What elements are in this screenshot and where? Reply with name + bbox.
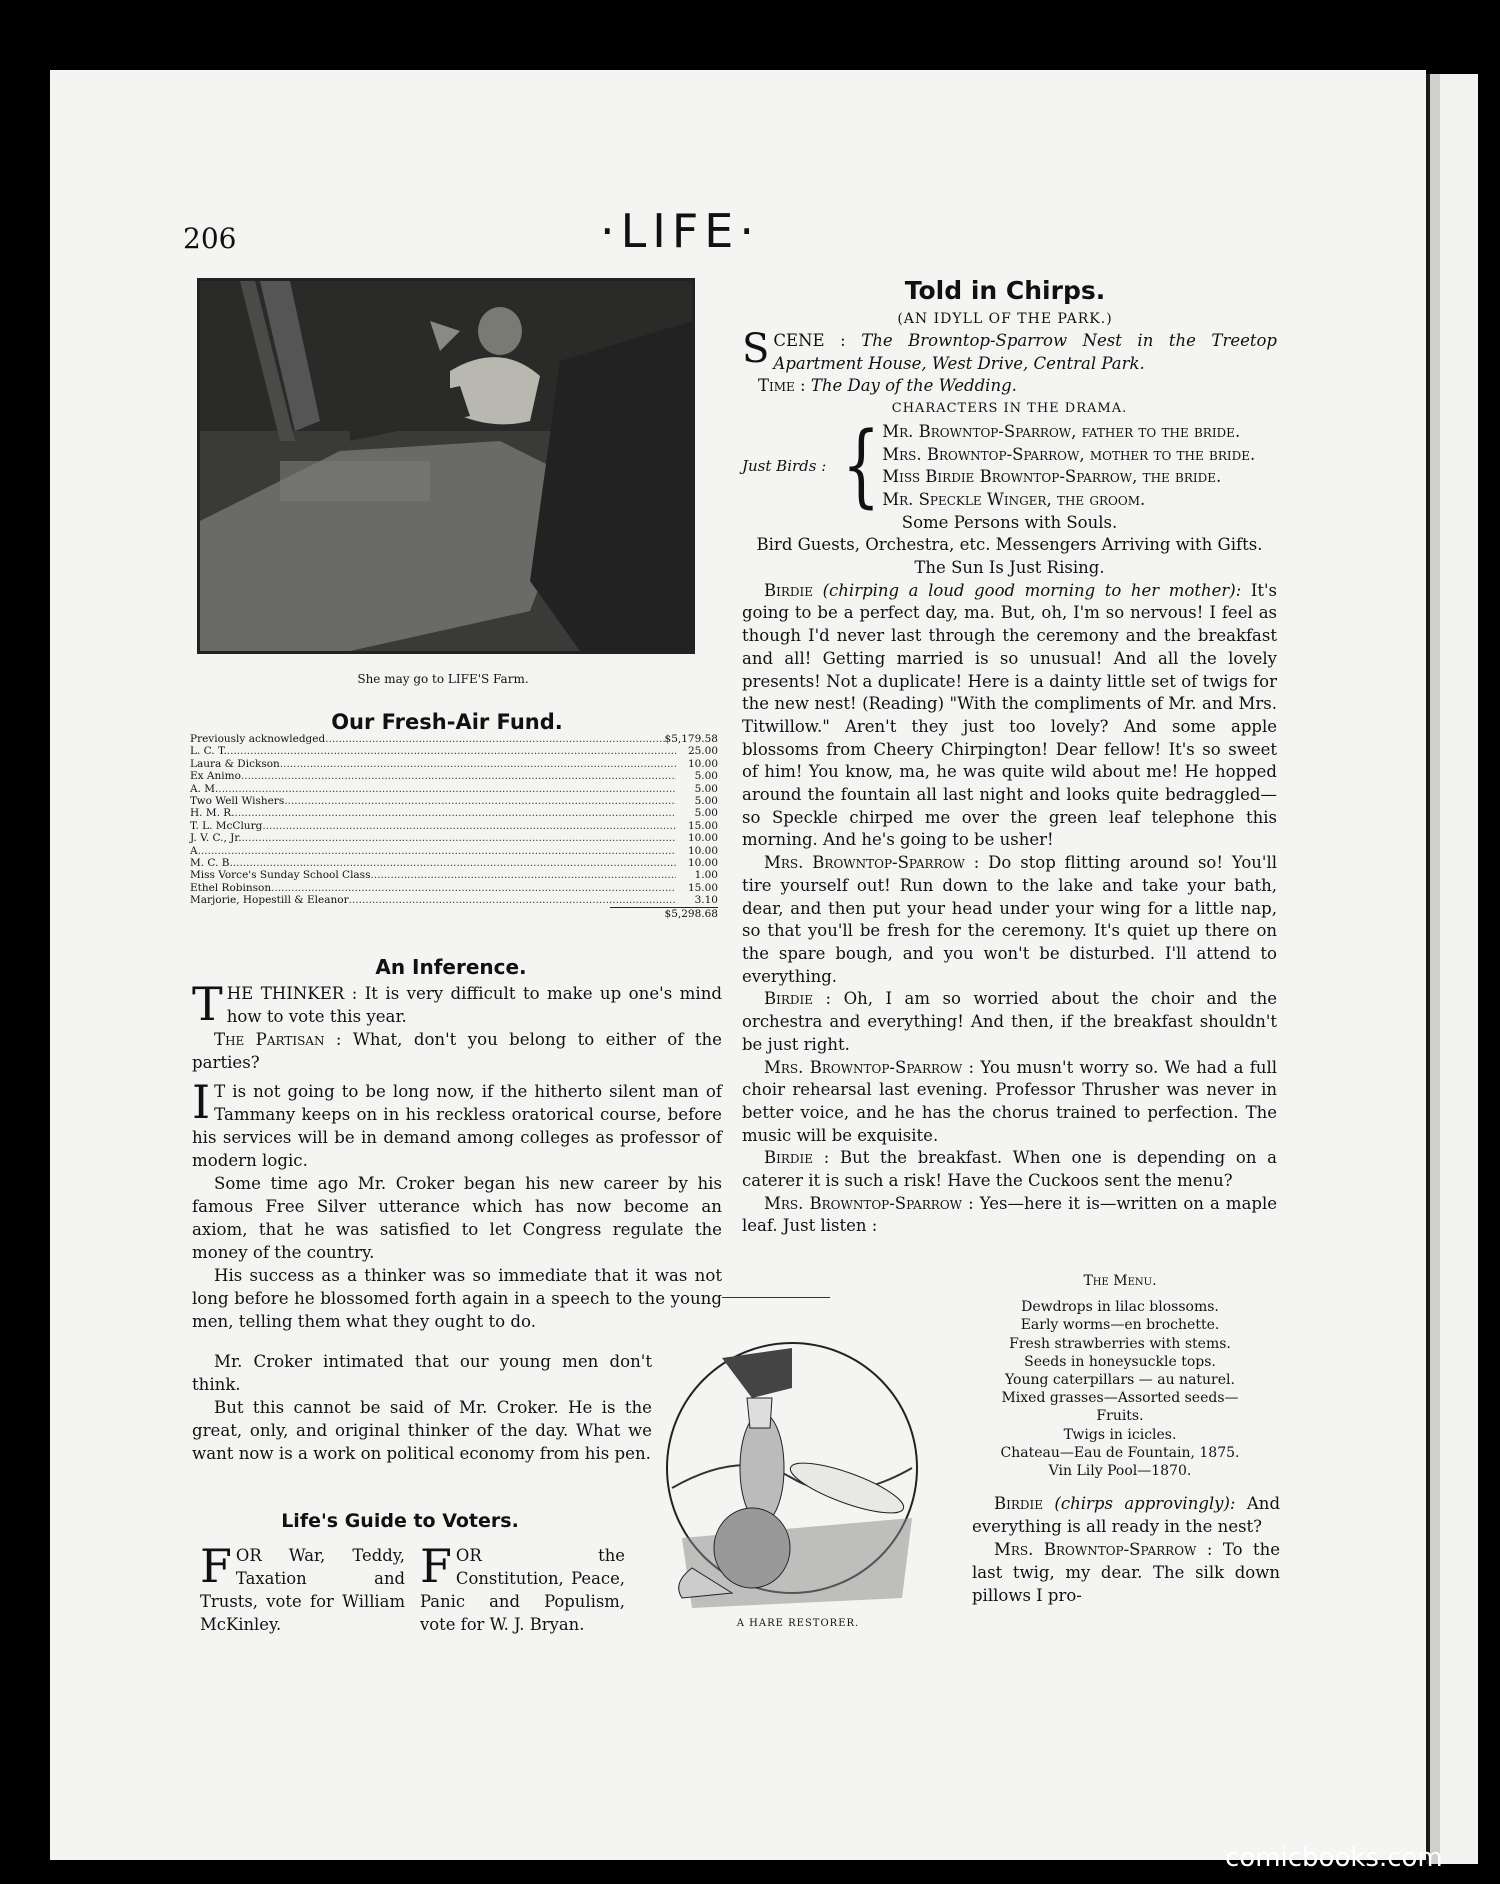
drop-cap: F	[200, 1539, 232, 1593]
paragraph: OR War, Teddy, Taxation and Trusts, vote for William McKinley.	[200, 1546, 405, 1634]
speaker: Birdie :	[764, 989, 832, 1009]
dialogue-line	[742, 852, 1277, 988]
speaker: Mrs. Browntop-Sparrow :	[764, 1057, 975, 1077]
menu	[960, 1272, 1280, 1480]
menu-item: Dewdrops in lilac blossoms.	[1021, 1299, 1219, 1316]
leader-dots	[370, 869, 676, 881]
watermark: comicbooks.com	[1225, 1843, 1443, 1873]
fund-amount: 10.00	[687, 832, 718, 845]
fund-row	[190, 795, 718, 807]
paragraph: Mr. Croker intimated that our young men don't think.	[192, 1352, 652, 1394]
menu-item: Mixed grasses—Assorted seeds—	[1001, 1390, 1239, 1407]
leader-dots	[227, 745, 676, 757]
fund-row	[190, 758, 718, 770]
dialogue-text: And everything is all ready in the nest?	[972, 1494, 1281, 1536]
drop-cap: I	[192, 1075, 211, 1129]
fund-amount: 15.00	[687, 881, 718, 894]
menu-item: Chateau—Eau de Fountain, 1875.	[1000, 1444, 1240, 1461]
cast-member: Mrs. Browntop-Sparrow, mother to the bride.	[882, 444, 1256, 464]
fund-row	[190, 845, 718, 857]
time-label: Time :	[758, 376, 806, 396]
fund-name: A. M.	[190, 782, 219, 795]
fund-name: H. M. R.	[190, 807, 235, 820]
speaker: Mrs. Browntop-Sparrow :	[764, 853, 980, 873]
characters-heading: CHARACTERS IN THE DRAMA.	[891, 401, 1128, 417]
dialogue-line	[742, 1147, 1277, 1192]
dialogue-text: Do stop flitting around so! You'll tire yourself out! Run down to the lake and take your bath, dear, and then put your head under your wing for a little nap, so that you'll be fresh for the ceremony. It's quiet up there on the spare bough, and you won't be disturbed. I'll attend to everything.	[742, 853, 1277, 986]
chirps-title: Told in Chirps.	[904, 276, 1106, 305]
voter-mckinley	[200, 1539, 405, 1636]
page-number: 206	[183, 222, 237, 255]
dialogue-line	[742, 580, 1277, 852]
leader-dots	[241, 770, 676, 782]
menu-title: The Menu.	[1083, 1273, 1157, 1289]
fund-row	[190, 882, 718, 894]
time-text: The Day of the Wedding.	[805, 376, 1017, 396]
speaker: Mrs. Browntop-Sparrow :	[764, 1193, 974, 1213]
fund-amount: 5.00	[694, 770, 718, 783]
fund-amount: 5.00	[694, 807, 718, 820]
voter-bryan	[420, 1539, 625, 1636]
speaker: Birdie :	[764, 1148, 830, 1168]
speaker: HE THINKER :	[226, 984, 358, 1003]
speaker: The Partisan :	[214, 1030, 342, 1049]
fund-amount: 5.00	[694, 795, 718, 808]
leader-dots	[280, 758, 676, 770]
drop-cap: T	[192, 977, 223, 1031]
stage-direction: (chirps approvingly):	[1043, 1494, 1236, 1513]
fund-amount: 1.00	[694, 869, 718, 882]
dialogue-text: To the last twig, my dear. The silk down pillows I pro-	[972, 1540, 1280, 1605]
persons-line: Some Persons with Souls.	[901, 512, 1118, 532]
fund-row	[190, 832, 718, 844]
scene-text: The Browntop-Sparrow Nest in the Treetop Apartment House, West Drive, Central Park.	[773, 331, 1277, 373]
fund-name: Marjorie, Hopestill & Eleanor	[190, 894, 349, 907]
fund-title: Our Fresh-Air Fund.	[331, 710, 563, 734]
menu-item: Seeds in honeysuckle tops.	[1024, 1353, 1216, 1370]
scene-label: CENE :	[773, 331, 846, 350]
cast-list	[742, 413, 1277, 519]
fund-amount: 10.00	[687, 757, 718, 770]
leader-dots	[198, 845, 676, 857]
chirps-subtitle: (AN IDYLL OF THE PARK.)	[897, 311, 1113, 327]
menu-item: Early worms—en brochette.	[1020, 1317, 1220, 1334]
leader-dots	[271, 882, 676, 894]
paragraph: What, don't you belong to either of the parties?	[192, 1030, 722, 1072]
fund-row	[190, 807, 718, 819]
fund-amount: 3.10	[694, 894, 718, 907]
photograph	[197, 278, 695, 654]
cast-member: Mr. Speckle Winger, the groom.	[882, 489, 1146, 509]
leader-dots	[325, 733, 664, 745]
hare-illustration	[652, 1318, 944, 1618]
leader-dots	[233, 857, 676, 869]
speaker: Birdie	[764, 580, 814, 600]
inference-article-cont	[192, 1350, 652, 1465]
menu-item: Vin Lily Pool—1870.	[1048, 1463, 1192, 1480]
fund-name: Ethel Robinson	[190, 881, 272, 894]
fund-row	[190, 733, 718, 745]
fund-amount: 10.00	[687, 857, 718, 870]
fund-name: M. C. B.	[190, 857, 233, 870]
paragraph: OR the Constitution, Peace, Panic and Populism, vote for W. J. Bryan.	[420, 1546, 625, 1634]
fund-row	[190, 820, 718, 832]
menu-item: Fresh strawberries with stems.	[1009, 1335, 1231, 1352]
cast-member: Miss Birdie Browntop-Sparrow, the bride.	[882, 467, 1222, 487]
fund-name: A	[190, 844, 198, 857]
speaker: Birdie	[994, 1494, 1044, 1513]
menu-item: Young caterpillars — au naturel.	[1005, 1372, 1235, 1389]
fund-amount: 10.00	[687, 844, 718, 857]
paragraph: His success as a thinker was so immediate that it was not long before he blossomed forth again in a speech to the young men, telling them what they ought to do.	[192, 1266, 722, 1331]
fund-name: L. C. T.	[190, 745, 227, 758]
paragraph: Some time ago Mr. Croker began his new career by his famous Free Silver utterance which has now become an axiom, that he was satisfied to let Congress regulate the money of the country.	[192, 1174, 722, 1262]
dialogue-text: But the breakfast. When one is depending on a caterer it is such a risk! Have the Cuckoos sent the menu?	[742, 1148, 1278, 1191]
leader-dots	[262, 820, 676, 832]
paragraph: T is not going to be long now, if the hitherto silent man of Tammany keeps on in his reckless oratorical course, before his services will be in demand among colleges as professor of modern logic.	[192, 1082, 722, 1170]
fund-row	[190, 783, 718, 795]
fund-row	[190, 745, 718, 757]
inference-article	[192, 977, 723, 1333]
fund-name: Miss Vorce's Sunday School Class	[190, 869, 371, 882]
next-page-edge	[1426, 74, 1478, 1864]
fund-name: Laura & Dickson	[190, 757, 280, 770]
fund-total: $5,298.68	[610, 907, 718, 920]
leader-dots	[349, 894, 676, 906]
dialogue-text: You musn't worry so. We had a full choir rehearsal last evening. Professor Thrusher was never in better voice, and he has the chorus trained to perfection. The music will be exquisite.	[742, 1057, 1278, 1145]
divider	[722, 1297, 830, 1298]
inference-title: An Inference.	[375, 955, 527, 979]
dialogue-line	[742, 988, 1277, 1056]
menu-item: Fruits.	[1096, 1408, 1144, 1425]
paragraph: But this cannot be said of Mr. Croker. He is the great, only, and original thinker of the day. What we want now is a work on political economy from his pen.	[192, 1398, 652, 1463]
dialogue-text: It's going to be a perfect day, ma. But, oh, I'm so nervous! I feel as though I'd never last through the ceremony and the breakfast and all! Getting married is so unusual! And all the lovely presents! Not a duplicate! Here is a dainty little set of twigs for the new nest! (Reading) "With the compliments of Mr. and Mrs. Titwillow." Aren't they just too lovely? And some apple blossoms from Cheery Chirpington! Dear fellow! It's so sweet of him! You know, ma, he was quite wild about me! He hopped around the fountain all last night and looks quite bedraggled—so Speckle chirped me over the green leaf telephone this morning. And he's going to be usher!	[742, 580, 1277, 850]
dialogue-text: Yes—here it is—written on a maple leaf. Just listen :	[742, 1193, 1278, 1236]
dialogue-line	[972, 1492, 1280, 1538]
fund-table	[190, 733, 718, 920]
stage-direction: (chirping a loud good morning to her mother):	[813, 580, 1242, 600]
fund-row	[190, 770, 718, 782]
voters-title: Life's Guide to Voters.	[281, 1510, 519, 1532]
guests-line: Bird Guests, Orchestra, etc. Messengers Arriving with Gifts. The Sun Is Just Rising.	[756, 535, 1263, 578]
menu-item: Twigs in icicles.	[1063, 1426, 1177, 1443]
fund-name: Ex Animo	[190, 770, 241, 783]
fund-name: Two Well Wishers	[190, 795, 285, 808]
brace: {	[842, 413, 881, 519]
leader-dots	[235, 807, 676, 819]
drop-cap: F	[420, 1539, 452, 1593]
cast-member: Mr. Browntop-Sparrow, father to the bride.	[882, 421, 1241, 441]
dialogue-line	[742, 1193, 1277, 1238]
speaker: Mrs. Browntop-Sparrow :	[994, 1540, 1213, 1559]
fund-amount: 15.00	[687, 819, 718, 832]
just-birds-label: Just Birds :	[742, 456, 827, 475]
paragraph: It is very difficult to make up one's mind how to vote this year.	[226, 984, 723, 1026]
dialogue-text: Oh, I am so worried about the choir and the orchestra and everything! And then, if the breakfast shouldn't be just right.	[742, 989, 1278, 1054]
leader-dots	[218, 783, 676, 795]
drop-cap: S	[742, 326, 770, 372]
leader-dots	[242, 832, 676, 844]
fund-row	[190, 869, 718, 881]
fund-amount: 5.00	[694, 782, 718, 795]
fund-name: T. L. McClurg	[190, 819, 263, 832]
illustration-caption: A HARE RESTORER.	[736, 1618, 860, 1629]
dialogue-line	[972, 1538, 1280, 1607]
fund-row	[190, 857, 718, 869]
fund-name: J. V. C., Jr.	[190, 832, 242, 845]
photo-caption: She may go to LIFE'S Farm.	[357, 672, 529, 686]
masthead: ·LIFE·	[600, 204, 760, 258]
chirps-article	[742, 326, 1278, 1238]
dialogue-line	[742, 1057, 1277, 1148]
chirps-article-cont	[972, 1492, 1280, 1607]
fund-amount: $5,179.58	[664, 733, 718, 745]
leader-dots	[284, 795, 676, 807]
fund-amount: 25.00	[687, 745, 718, 758]
fund-name: Previously acknowledged	[190, 733, 326, 745]
fund-row	[190, 894, 718, 906]
